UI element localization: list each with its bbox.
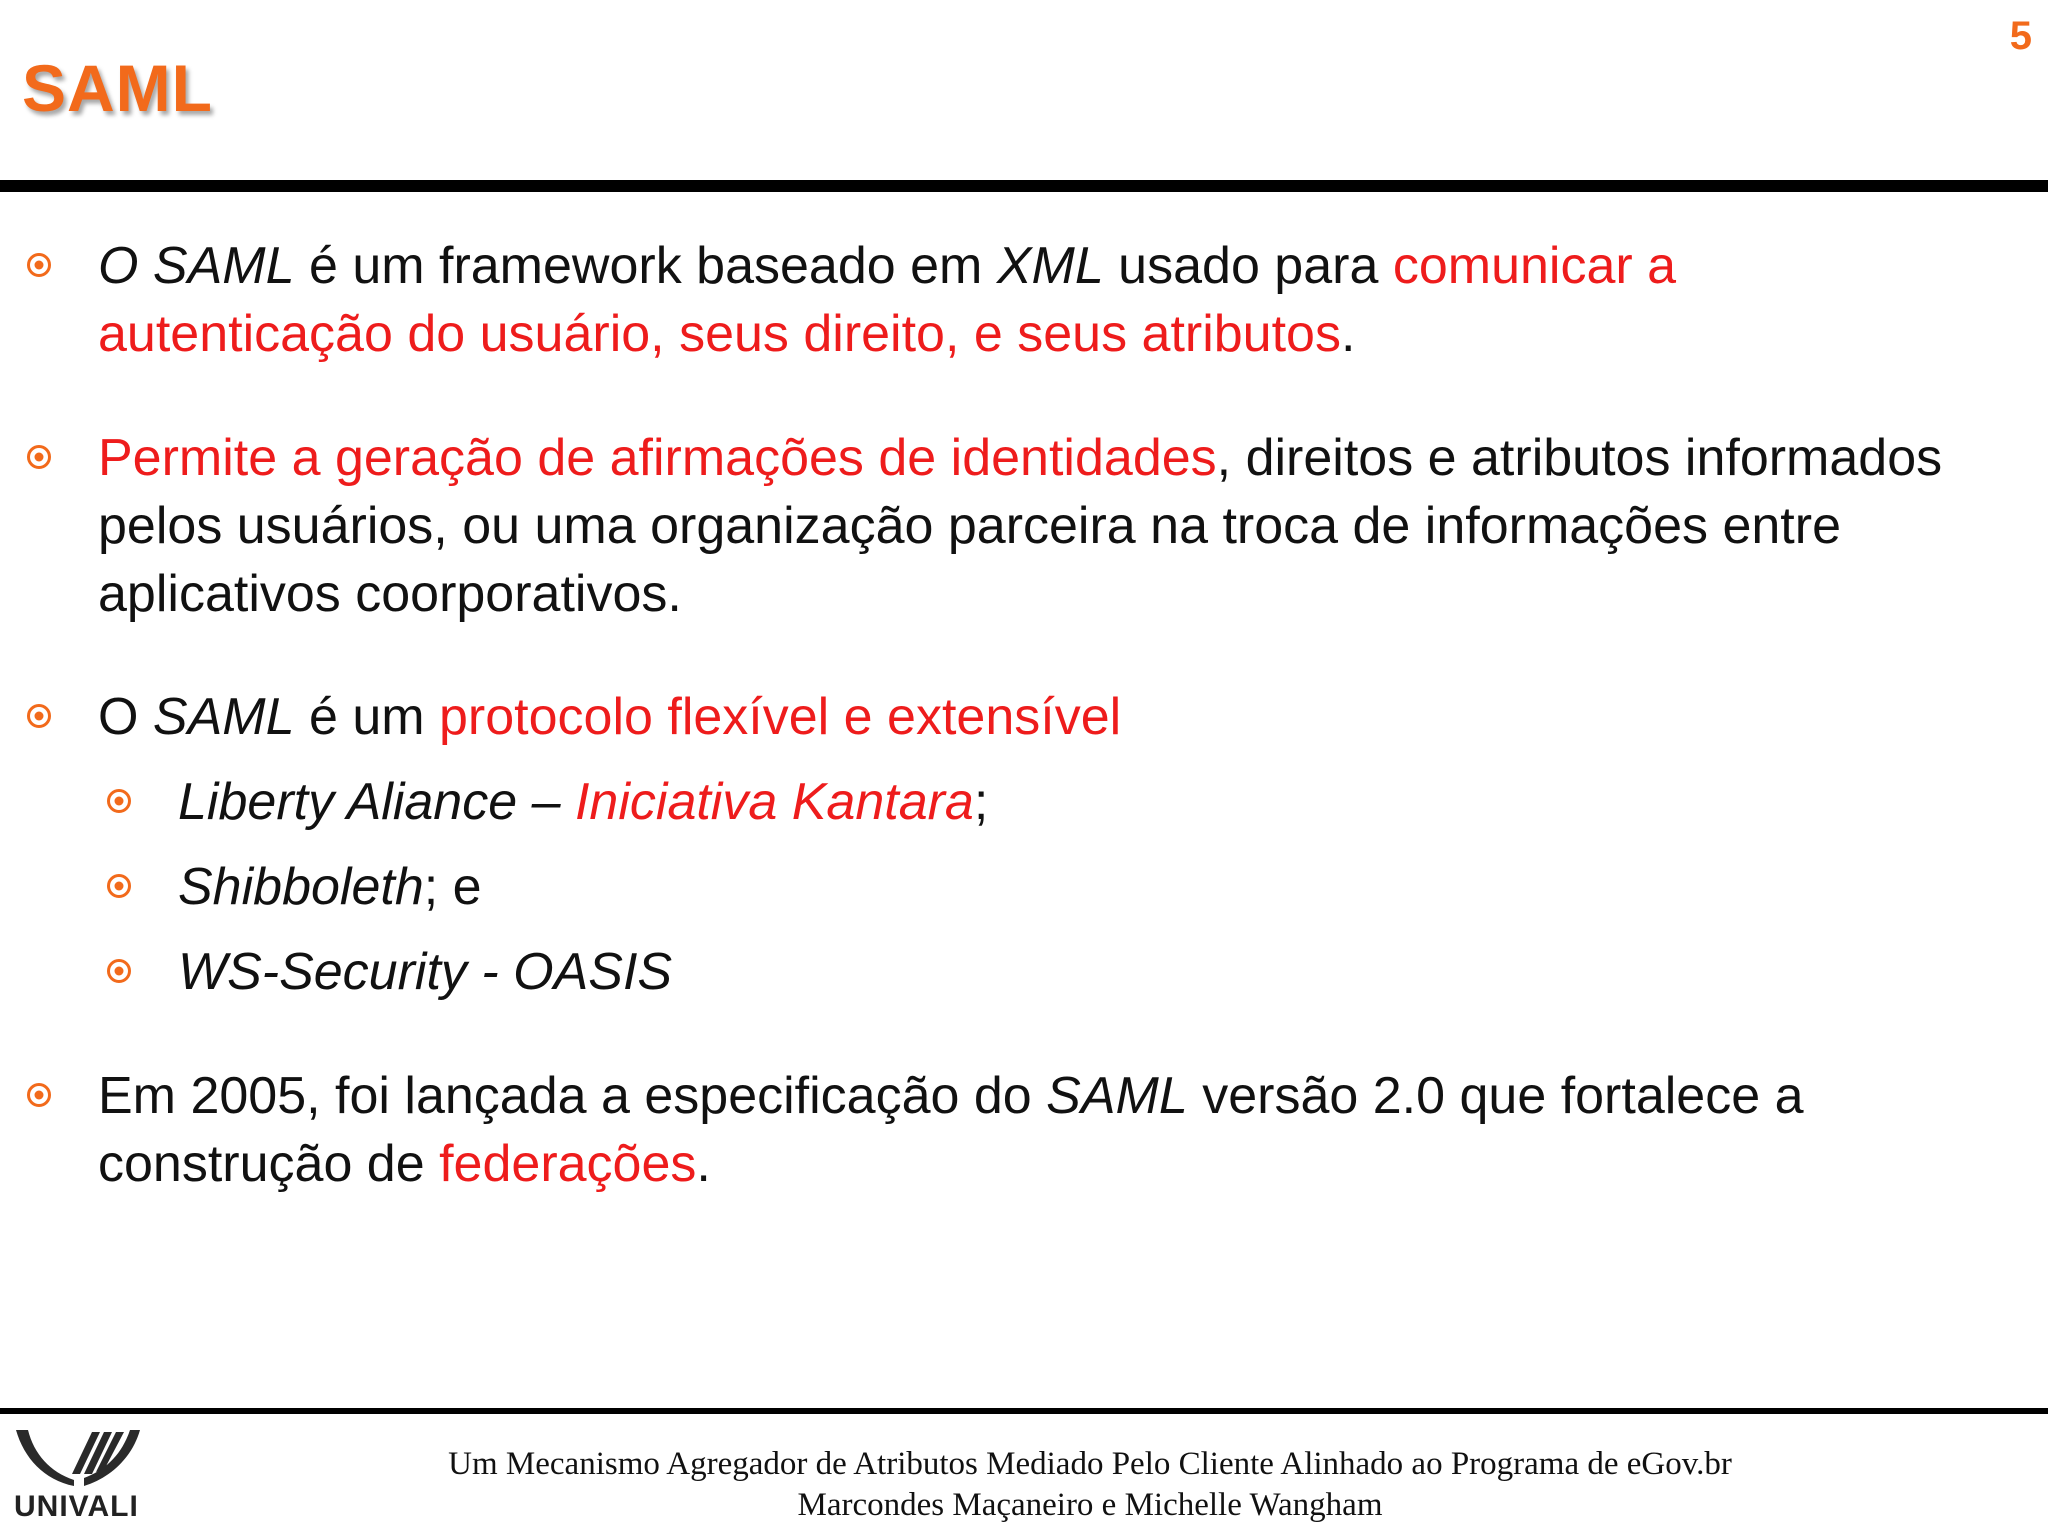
text-segment: O SAML [98, 237, 295, 295]
text-segment: , direitos e atributos informados pelos usuários, ou uma organização parceira na troca de informações entre aplicativos coorporativos. [98, 429, 1943, 623]
logo-text: UNIVALI [14, 1490, 139, 1523]
highlight-segment: protocolo flexível e extensível [439, 688, 1122, 746]
footer-line-authors: Marcondes Maçaneiro e Michelle Wangham [797, 1487, 1383, 1523]
circled-dot-icon [106, 873, 132, 899]
text-segment: ; e [423, 858, 482, 916]
text-segment: versão 2.0 que fortalece a construção de [98, 1067, 1804, 1193]
bullet-text [98, 683, 1978, 751]
bullet-text [178, 768, 2048, 836]
text-segment: SAML [1046, 1067, 1188, 1125]
text-segment: é um framework baseado em [294, 237, 997, 295]
highlight-segment: Permite a geração de afirmações de identidades [98, 429, 1217, 487]
slide-title: SAML [22, 51, 213, 125]
footer-line-title: Um Mecanismo Agregador de Atributos Mediado Pelo Cliente Alinhado ao Programa de eGov.br [448, 1446, 1732, 1482]
univali-logo-icon [14, 1428, 154, 1528]
text-segment: Liberty Aliance – [178, 773, 575, 831]
highlight-segment: comunicar a autenticação do usuário, seus direito, e seus atributos [98, 237, 1677, 363]
circled-dot-icon [26, 444, 52, 470]
text-segment: ; [973, 773, 989, 831]
slide-number: 5 [2009, 14, 2032, 58]
circled-dot-icon [26, 703, 52, 729]
highlight-segment: Iniciativa Kantara [574, 773, 974, 831]
logo-mark [14, 1428, 144, 1490]
text-segment: WS-Security - OASIS [178, 943, 673, 1001]
footer-divider [0, 1408, 2048, 1414]
circled-dot-icon [26, 1082, 52, 1108]
bullet-text [178, 938, 2048, 1006]
circled-dot-icon [26, 252, 52, 278]
text-segment: usado para [1103, 237, 1393, 295]
text-segment: XML [996, 237, 1104, 295]
text-segment: Em 2005, foi lançada a especificação do [98, 1067, 1047, 1125]
text-segment: SAML [152, 688, 295, 746]
text-segment: . [1340, 305, 1356, 363]
bullet-text [98, 1062, 1978, 1198]
title-divider [0, 180, 2048, 192]
text-segment: O [98, 688, 153, 746]
text-segment: . [696, 1135, 711, 1193]
bullet-text [178, 853, 2048, 921]
bullet-text [98, 232, 1978, 368]
circled-dot-icon [106, 958, 132, 984]
circled-dot-icon [106, 788, 132, 814]
highlight-segment: federações [439, 1135, 697, 1193]
bullet-text [98, 424, 1978, 628]
footer-citation [420, 1444, 1760, 1526]
text-segment: Shibboleth [178, 858, 424, 916]
text-segment: é um [294, 688, 440, 746]
